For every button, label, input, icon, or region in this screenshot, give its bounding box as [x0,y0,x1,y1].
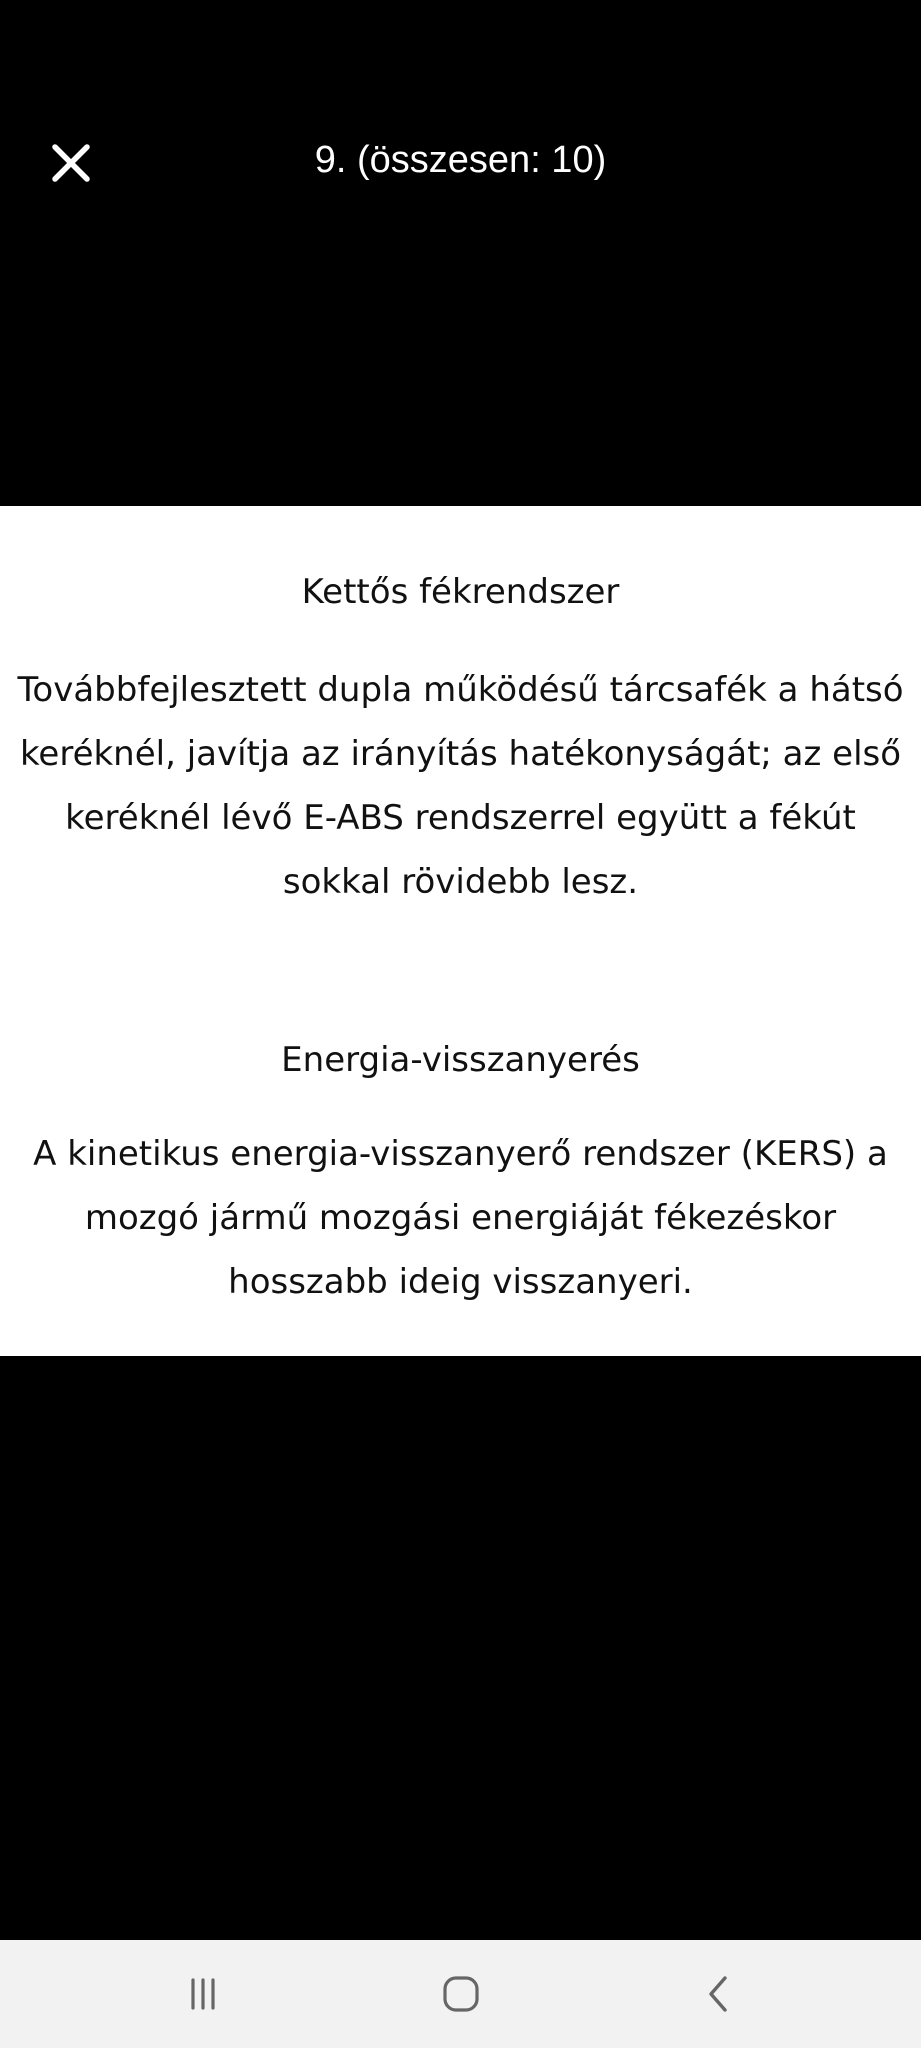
page-counter: 9. (összesen: 10) [314,139,607,181]
section-title-braking: Kettős fékrendszer [301,572,620,612]
recent-apps-button[interactable] [148,1956,258,2032]
home-icon [440,1973,482,2015]
recent-apps-icon [183,1974,223,2014]
home-button[interactable] [406,1956,516,2032]
section-title-energy: Energia-visszanyerés [281,1040,640,1080]
back-icon [699,1974,739,2014]
system-navigation-bar [0,1940,921,2048]
section-body-braking: Továbbfejlesztett dupla működésű tárcsafék a hátsó keréknél, javítja az irányítás hatékonyságát; az első keréknél lévő E-ABS rendszerrel együtt a fékút sokkal rövidebb lesz. [17,670,904,902]
section-body-energy: A kinetikus energia-visszanyerő rendszer (KERS) a mozgó jármű mozgási energiáját fékezéskor hosszabb ideig visszanyeri. [33,1134,888,1302]
back-button[interactable] [664,1956,774,2032]
slide-image [0,506,921,1356]
viewer-header [0,0,921,320]
